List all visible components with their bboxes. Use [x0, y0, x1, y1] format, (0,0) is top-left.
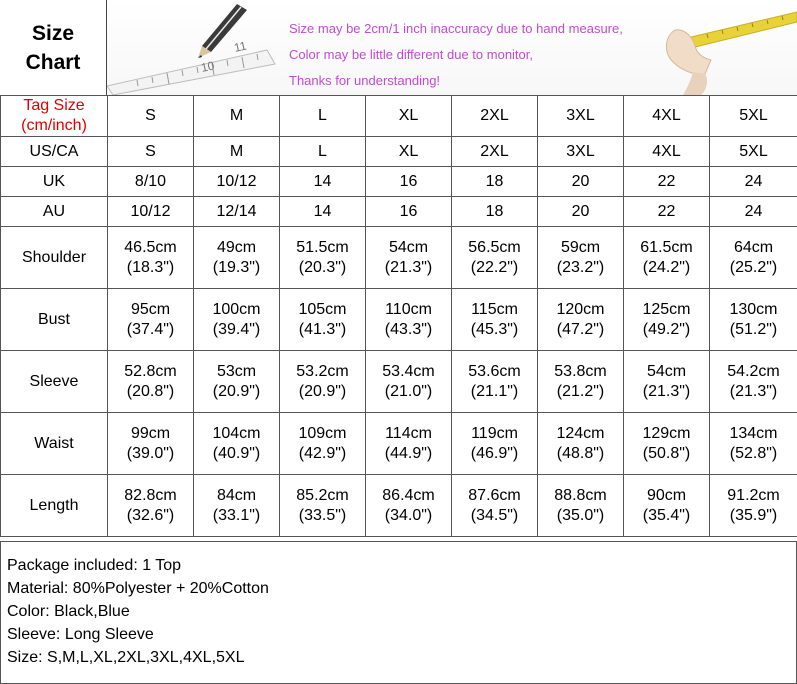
ruler-pencil-icon	[107, 0, 287, 95]
cm-value: 54.2cm	[727, 362, 780, 380]
table-cell: 10/12	[108, 197, 194, 227]
inch-value: (35.0")	[556, 506, 605, 524]
table-cell: 18	[452, 167, 538, 197]
measure-cell	[194, 289, 280, 351]
bust-row	[1, 289, 797, 351]
note-line-3: Thanks for understanding!	[289, 73, 441, 88]
table-cell: XL	[366, 137, 452, 167]
sleeve: Sleeve: Long Sleeve	[7, 626, 154, 643]
product-info-box	[0, 541, 797, 684]
measure-cell	[108, 351, 194, 413]
inch-value: (25.2")	[729, 258, 778, 276]
table-cell: 12/14	[194, 197, 280, 227]
cm-value: 53.8cm	[554, 362, 607, 380]
uk-row	[1, 167, 797, 197]
measure-cell	[194, 475, 280, 537]
table-cell: 24	[710, 197, 797, 227]
inch-value: (39.4")	[212, 320, 261, 338]
sleeve-row	[1, 351, 797, 413]
inch-value: (21.0")	[384, 382, 433, 400]
measure-cell	[538, 351, 624, 413]
row-label: Sleeve	[1, 351, 108, 413]
cm-value: 90cm	[646, 486, 687, 504]
measure-cell	[194, 413, 280, 475]
sizes: Size: S,M,L,XL,2XL,3XL,4XL,5XL	[7, 649, 245, 666]
ruler-number-11: 11	[232, 38, 248, 55]
cm-value: 53.4cm	[382, 362, 435, 380]
measure-cell	[624, 289, 710, 351]
cm-value: 119cm	[471, 424, 518, 442]
inch-value: (33.5")	[298, 506, 347, 524]
measure-cell	[108, 227, 194, 289]
inch-value: (47.2")	[556, 320, 605, 338]
cm-value: 61.5cm	[640, 238, 693, 256]
row-label: Length	[1, 475, 108, 537]
inch-value: (34.0")	[384, 506, 433, 524]
tag-size-cell: XL	[366, 96, 452, 137]
table-cell: 14	[280, 197, 366, 227]
table-cell: 4XL	[624, 137, 710, 167]
inch-value: (52.8")	[729, 444, 778, 462]
cm-value: 64cm	[733, 238, 774, 256]
cm-value: 124cm	[556, 424, 605, 442]
measure-cell	[624, 413, 710, 475]
measure-cell	[538, 475, 624, 537]
measure-cell	[710, 351, 797, 413]
inch-value: (44.9")	[384, 444, 433, 462]
measure-cell	[710, 289, 797, 351]
inch-value: (22.2")	[470, 258, 519, 276]
inch-value: (20.8")	[126, 382, 175, 400]
cm-value: 100cm	[212, 300, 261, 318]
measure-cell	[538, 227, 624, 289]
material: Material: 80%Polyester + 20%Cotton	[7, 580, 269, 597]
inch-value: (20.9")	[212, 382, 261, 400]
inch-value: (21.3")	[729, 382, 778, 400]
cm-value: 54cm	[388, 238, 429, 256]
row-label: UK	[1, 167, 108, 197]
row-label: Shoulder	[1, 227, 108, 289]
measure-cell	[108, 289, 194, 351]
measure-cell	[710, 227, 797, 289]
inch-value: (51.2")	[729, 320, 778, 338]
row-label: Waist	[1, 413, 108, 475]
inch-value: (21.3")	[384, 258, 433, 276]
tag-size-cell: S	[108, 96, 194, 137]
cm-value: 125cm	[642, 300, 691, 318]
measure-cell	[108, 413, 194, 475]
row-label: AU	[1, 197, 108, 227]
inch-value: (42.9")	[298, 444, 347, 462]
measure-cell	[366, 351, 452, 413]
us-ca-row	[1, 137, 797, 167]
measure-cell	[108, 475, 194, 537]
measure-cell	[710, 413, 797, 475]
inch-value: (21.1")	[470, 382, 519, 400]
cm-value: 105cm	[298, 300, 347, 318]
inch-value: (18.3")	[126, 258, 175, 276]
table-cell: 14	[280, 167, 366, 197]
cm-value: 104cm	[212, 424, 261, 442]
inch-value: (34.5")	[470, 506, 519, 524]
measure-cell	[366, 413, 452, 475]
table-cell: 2XL	[452, 137, 538, 167]
inch-value: (35.9")	[729, 506, 778, 524]
measure-cell	[624, 351, 710, 413]
cm-value: 120cm	[556, 300, 605, 318]
cm-value: 53.6cm	[468, 362, 521, 380]
table-cell: 3XL	[538, 137, 624, 167]
cm-value: 53.2cm	[296, 362, 349, 380]
header	[0, 0, 797, 96]
inch-value: (19.3")	[212, 258, 261, 276]
au-row	[1, 197, 797, 227]
inch-value: (45.3")	[470, 320, 519, 338]
measurement-banner	[107, 0, 797, 95]
row-label: US/CA	[1, 137, 108, 167]
title-line-1: Size	[31, 21, 75, 45]
measurement-notes	[289, 16, 623, 94]
measure-cell	[280, 289, 366, 351]
cm-value: 129cm	[642, 424, 691, 442]
cm-value: 82.8cm	[124, 486, 177, 504]
measure-cell	[452, 475, 538, 537]
measure-cell	[366, 475, 452, 537]
table-cell: 20	[538, 197, 624, 227]
table-cell: 8/10	[108, 167, 194, 197]
cm-value: 46.5cm	[124, 238, 177, 256]
tag-size-row	[1, 96, 797, 137]
cm-value: 52.8cm	[124, 362, 177, 380]
cm-value: 114cm	[385, 424, 432, 442]
inch-value: (37.4")	[126, 320, 175, 338]
waist-row	[1, 413, 797, 475]
inch-value: (41.3")	[298, 320, 347, 338]
tag-size-label-line-2: (cm/inch)	[21, 117, 87, 134]
cm-value: 115cm	[471, 300, 518, 318]
shoulder-row	[1, 227, 797, 289]
tag-size-cell: M	[194, 96, 280, 137]
measure-cell	[194, 227, 280, 289]
measure-cell	[366, 227, 452, 289]
measure-cell	[710, 475, 797, 537]
length-row	[1, 475, 797, 537]
table-cell: L	[280, 137, 366, 167]
table-cell: 5XL	[710, 137, 797, 167]
cm-value: 134cm	[729, 424, 778, 442]
row-label: Bust	[1, 289, 108, 351]
measure-cell	[366, 289, 452, 351]
cm-value: 56.5cm	[468, 238, 521, 256]
inch-value: (50.8")	[642, 444, 691, 462]
cm-value: 51.5cm	[296, 238, 349, 256]
inch-value: (35.4")	[642, 506, 691, 524]
inch-value: (23.2")	[556, 258, 605, 276]
ruler-number-10: 10	[199, 58, 216, 75]
inch-value: (46.9")	[470, 444, 519, 462]
table-cell: 22	[624, 197, 710, 227]
product-info-lines	[7, 554, 269, 669]
color: Color: Black,Blue	[7, 603, 130, 620]
cm-value: 88.8cm	[554, 486, 607, 504]
inch-value: (39.0")	[126, 444, 175, 462]
table-cell: 16	[366, 197, 452, 227]
inch-value: (21.2")	[556, 382, 605, 400]
cm-value: 99cm	[130, 424, 171, 442]
package-included: Package included: 1 Top	[7, 557, 182, 574]
table-cell: S	[108, 137, 194, 167]
measure-cell	[280, 413, 366, 475]
note-line-2: Color may be little different due to monitor,	[289, 47, 533, 62]
tag-size-label-line-1: Tag Size	[23, 97, 85, 114]
size-table	[0, 95, 797, 537]
table-cell: 20	[538, 167, 624, 197]
table-cell: 24	[710, 167, 797, 197]
cm-value: 130cm	[729, 300, 778, 318]
cm-value: 85.2cm	[296, 486, 349, 504]
tag-size-cell: 5XL	[710, 96, 797, 137]
inch-value: (48.8")	[556, 444, 605, 462]
inch-value: (24.2")	[642, 258, 691, 276]
inch-value: (43.3")	[384, 320, 433, 338]
measure-cell	[280, 227, 366, 289]
cm-value: 95cm	[130, 300, 171, 318]
measuring-tape-icon	[647, 0, 797, 95]
measure-cell	[538, 413, 624, 475]
measure-cell	[538, 289, 624, 351]
cm-value: 86.4cm	[382, 486, 435, 504]
cm-value: 84cm	[216, 486, 257, 504]
measure-cell	[280, 351, 366, 413]
measure-cell	[624, 475, 710, 537]
title-line-2: Chart	[25, 50, 81, 74]
measure-cell	[452, 413, 538, 475]
cm-value: 49cm	[216, 238, 257, 256]
cm-value: 53cm	[216, 362, 257, 380]
inch-value: (49.2")	[642, 320, 691, 338]
table-cell: 18	[452, 197, 538, 227]
inch-value: (21.3")	[642, 382, 691, 400]
cm-value: 87.6cm	[468, 486, 521, 504]
inch-value: (40.9")	[212, 444, 261, 462]
cm-value: 54cm	[646, 362, 687, 380]
tag-size-cell: 2XL	[452, 96, 538, 137]
inch-value: (20.9")	[298, 382, 347, 400]
tag-size-cell: L	[280, 96, 366, 137]
size-chart-title	[0, 0, 107, 95]
tag-size-label	[1, 96, 108, 137]
measure-cell	[452, 227, 538, 289]
measure-cell	[194, 351, 280, 413]
measure-cell	[452, 351, 538, 413]
table-cell: M	[194, 137, 280, 167]
measure-cell	[624, 227, 710, 289]
tag-size-cell: 3XL	[538, 96, 624, 137]
cm-value: 91.2cm	[727, 486, 780, 504]
inch-value: (20.3")	[298, 258, 347, 276]
tag-size-cell: 4XL	[624, 96, 710, 137]
inch-value: (32.6")	[126, 506, 175, 524]
cm-value: 109cm	[298, 424, 347, 442]
cm-value: 59cm	[560, 238, 601, 256]
table-cell: 22	[624, 167, 710, 197]
table-cell: 10/12	[194, 167, 280, 197]
note-line-1: Size may be 2cm/1 inch inaccuracy due to hand measure,	[289, 21, 623, 36]
measure-cell	[452, 289, 538, 351]
table-cell: 16	[366, 167, 452, 197]
inch-value: (33.1")	[212, 506, 261, 524]
measure-cell	[280, 475, 366, 537]
cm-value: 110cm	[385, 300, 432, 318]
